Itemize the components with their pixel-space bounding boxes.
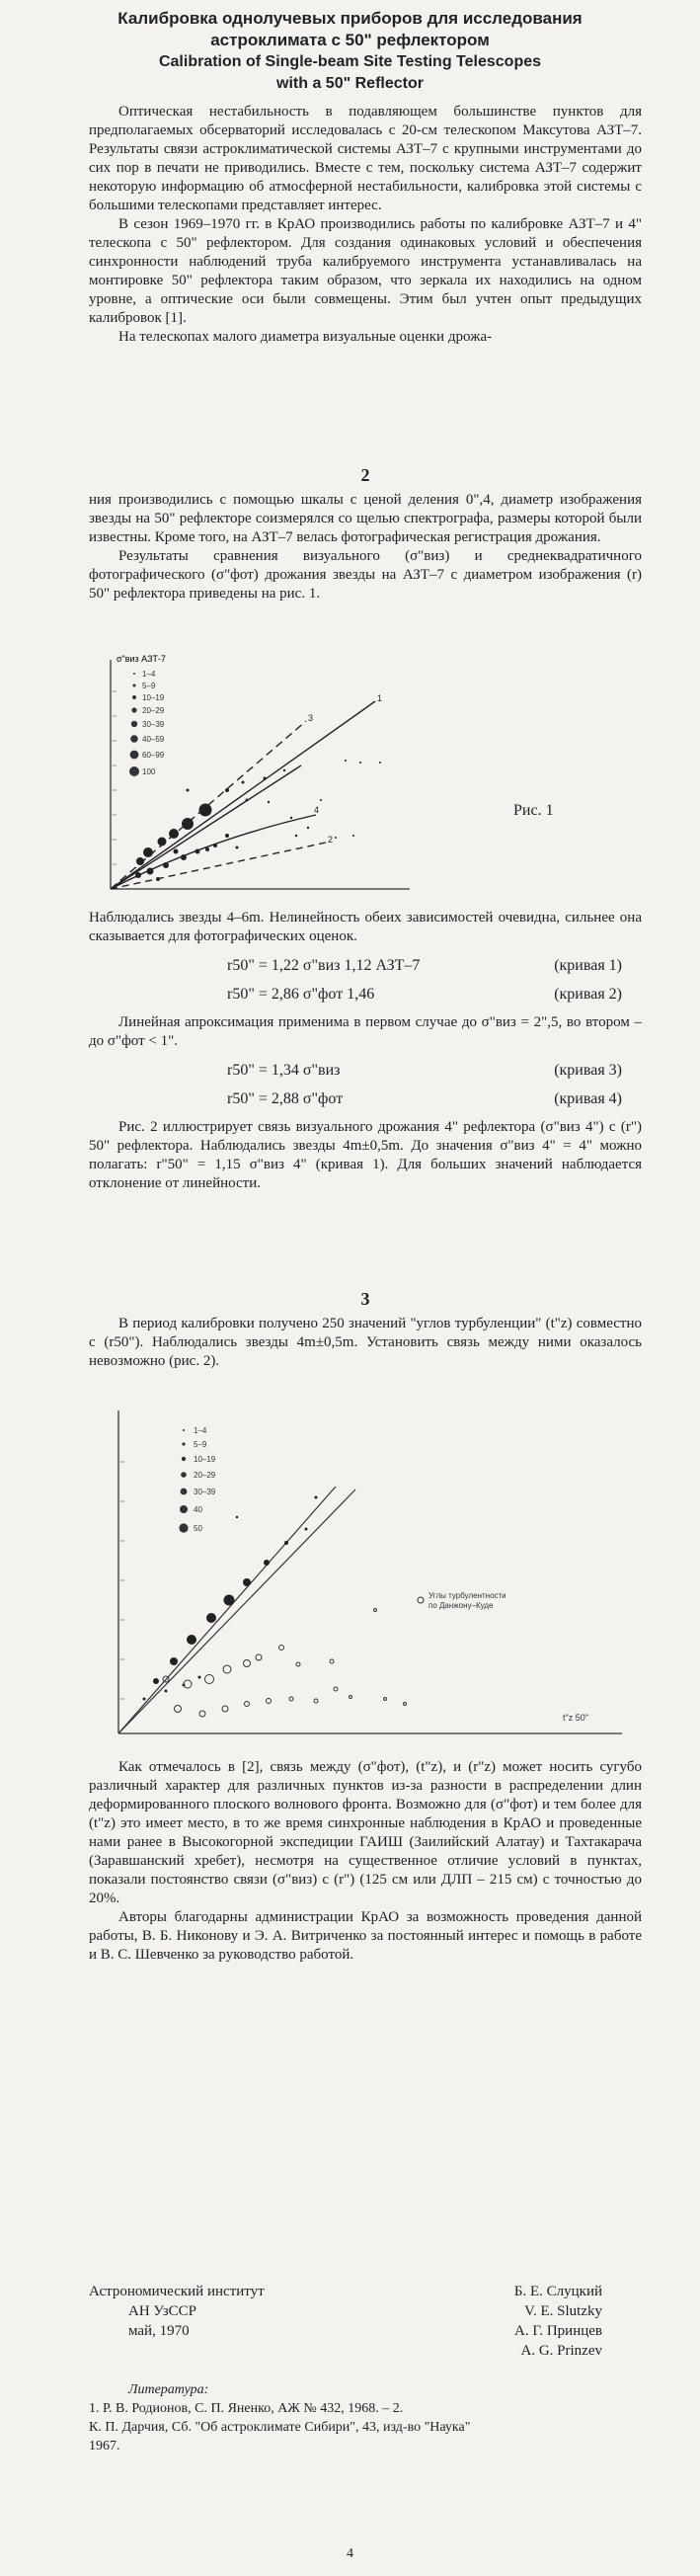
- formula-3: [227, 1061, 642, 1080]
- title-ru-line2: астроклимата с 50" рефлектором: [210, 31, 490, 49]
- fig1-curve-label: 3: [308, 713, 314, 723]
- fig2-legend-label: 10–19: [194, 1455, 216, 1464]
- figure-1: [89, 642, 415, 899]
- fig1-legend-label: 1–4: [142, 670, 156, 679]
- fig2-legend-label: 30–39: [194, 1488, 216, 1496]
- formula-4: [227, 1089, 642, 1108]
- author-en: V. E. Slutzky: [524, 2303, 602, 2319]
- paragraph: В период калибровки получено 250 значений "углов турбуленции" (t"z) совместно с (r50"). Наблюдались звезды 4m±0,5m. Установить связь между ними оказалось невозможно (рис. 2).: [89, 1316, 642, 1369]
- section-3: [89, 1284, 642, 1371]
- formula-tag: (кривая 3): [554, 1062, 622, 1079]
- fig1-curves: [111, 701, 375, 889]
- references-heading: Литература:: [128, 2382, 209, 2397]
- reference-line: 1967.: [89, 2439, 120, 2454]
- fig2-legend: [179, 1426, 215, 1533]
- fig2-legend-label: 20–29: [194, 1471, 216, 1480]
- fig2-xlabel: t"z 50": [563, 1713, 588, 1723]
- section-2: [89, 460, 642, 604]
- institute-academy: АН УзССР: [128, 2303, 196, 2319]
- fig2-legend-label: 40: [194, 1505, 202, 1514]
- author-ru: А. Г. Принцев: [514, 2323, 602, 2339]
- paragraph: Как отмечалось в [2], связь между (σ"фот), (t"z), и (r"z) может носить сугубо различный характер для различных пунктов из-за разности в распределении длин деформированного плоского волнового фронта. Возможно для (σ"фот) и тем более для (t"z) это имеет место, в то же время синхронные наблюдения в КрАО и проведенные нами ранее в Высокогорной экспедиции ГАИШ (Заилийский Алатау) и Тахтакарача (Заравшанский хребет), несмотря на существенное отличие условий в пунктах, показали постоянство связи (σ"виз) с (r") (125 см или ДЛП – 215 см) с точностью до 20%.: [89, 1759, 642, 1906]
- fig1-ylabel: σ"виз АЗТ-7: [117, 654, 166, 664]
- fig2-legend-label: 50: [194, 1524, 202, 1533]
- section-number: 3: [360, 1289, 370, 1309]
- paragraph: Наблюдались звезды 4–6m. Нелинейность обеих зависимостей очевидна, сильнее она сказывается для фотографических оценок.: [89, 910, 642, 944]
- formula-tag: (кривая 1): [554, 957, 622, 974]
- title-en-line1: Calibration of Single-beam Site Testing Telescopes: [158, 53, 542, 70]
- author-en: A. G. Prinzev: [520, 2343, 602, 2359]
- paragraph: В сезон 1969–1970 гг. в КрАО производились работы по калибровке АЗТ–7 и 4" телескопа с 50" рефлектором. Для создания одинаковых условий и обеспечения синхронности наблюдений труба калибруемого инструмента устанавливалась на монтировке 50" рефлектора таким образом, что зеркала их находились на одном уровне, а оптические оси были совмещены. Этим был учтен опыт предыдущих калибровок [1].: [89, 216, 642, 326]
- paragraph: Линейная апроксимация применима в первом случае до σ"виз = 2",5, во втором – до σ"фот < 1".: [89, 1014, 642, 1049]
- fig2-note-marker: [418, 1597, 424, 1603]
- fig1-curve-label: 1: [377, 693, 383, 703]
- author-ru: Б. Е. Слуцкий: [513, 2284, 602, 2299]
- title-en-line2: with a 50" Reflector: [276, 75, 424, 92]
- formula-1: [227, 956, 642, 975]
- page-number: 4: [347, 2546, 353, 2561]
- fig2-open-points: [163, 1609, 407, 1718]
- section-3-continued: [89, 1758, 642, 1965]
- fig1-legend: [129, 670, 165, 776]
- fig1-legend-label: 40–59: [142, 735, 165, 744]
- paper-title: [0, 8, 700, 95]
- fig2-legend-label: 5–9: [194, 1440, 207, 1449]
- fig1-legend-label: 10–19: [142, 693, 165, 702]
- fig1-curve-labels: [308, 693, 382, 845]
- date: май, 1970: [128, 2323, 190, 2339]
- fig2-note-line1: Углы турбулентности: [428, 1591, 506, 1600]
- fig1-points: [135, 760, 381, 881]
- fig2-legend-label: 1–4: [194, 1426, 207, 1435]
- references: [89, 2380, 642, 2455]
- title-ru-line1: Калибровка однолучевых приборов для исследования: [117, 9, 583, 28]
- formula-expression: r50" = 2,88 σ"фот: [227, 1090, 344, 1107]
- section-number: 2: [360, 465, 370, 485]
- formula-expression: r50" = 1,34 σ"виз: [227, 1062, 341, 1079]
- formula-tag: (кривая 4): [554, 1090, 622, 1107]
- fig1-caption: Рис. 1: [513, 802, 554, 819]
- fig1-legend-label: 30–39: [142, 720, 165, 729]
- fig1-curve-label: 4: [314, 805, 320, 815]
- fig2-points: [143, 1496, 318, 1701]
- fig1-curve-1b: [111, 765, 301, 889]
- formula-expression: r50" = 2,86 σ"фот 1,46: [227, 986, 375, 1003]
- section-2-continued: [89, 909, 642, 1193]
- section-1: [89, 103, 642, 347]
- paragraph: Результаты сравнения визуального (σ"виз) и среднеквадратичного фотографического (σ"фот) дрожания звезды на АЗТ–7 с диаметром изображения (r) 50" рефлектора приведены на рис. 1.: [89, 548, 642, 602]
- fig1-legend-label: 20–29: [142, 706, 165, 715]
- paragraph: Рис. 2 иллюстрирует связь визуального дрожания 4" рефлектора (σ"виз 4") с (r") 50" рефлектора. Наблюдались звезды 4m±0,5m. До значения σ"виз 4" = 4" можно полагать: r"50" = 1,15 σ"виз 4" (кривая 1). Для больших значений наблюдается отклонение от линейности.: [89, 1119, 642, 1191]
- paragraph: ния производились с помощью шкалы с ценой деления 0",4, диаметр изображения звезды на 50" рефлекторе соизмерялся со щелью спектрографа, размеры которой были известны. Кроме того, на АЗТ–7 велась фотографическая регистрация дрожания.: [89, 492, 642, 545]
- paragraph: Оптическая нестабильность в подавляющем большинстве пунктов для предполагаемых обсерваторий исследовалась с 20-см телескопом Максутова АЗТ–7. Результаты связи астроклиматической системы АЗТ–7 с крупными инструментами до сих пор в печати не приводились. Вместе с тем, поскольку система АЗТ–7 содержит некоторую информацию об атмосферной нестабильности, калибровка этой системы с большими телескопами представляет интерес.: [89, 104, 642, 213]
- reference-line: 1. Р. В. Родионов, С. П. Яненко, АЖ № 432, 1968. – 2.: [89, 2401, 404, 2416]
- fig1-legend-label: 60–99: [142, 751, 165, 760]
- fig2-fit-lines: [118, 1487, 355, 1733]
- formula-2: [227, 985, 642, 1004]
- fig1-legend-label: 100: [142, 767, 156, 776]
- paragraph: На телескопах малого диаметра визуальные оценки дрожа-: [118, 329, 493, 345]
- formula-expression: r50" = 1,22 σ"виз 1,12 АЗТ–7: [227, 957, 421, 974]
- fig2-note-line2: по Данжону–Куде: [428, 1601, 494, 1610]
- affiliation-block: [89, 2282, 642, 2361]
- reference-line: К. П. Дарчия, Сб. "Об астроклимате Сибири", 43, изд-во "Наука": [89, 2420, 471, 2435]
- formula-tag: (кривая 2): [554, 986, 622, 1003]
- fig1-legend-label: 5–9: [142, 682, 156, 690]
- figure-2: [89, 1403, 642, 1748]
- institute-name: Астрономический институт: [89, 2284, 265, 2299]
- fig1-curve-label: 2: [328, 835, 334, 845]
- paragraph: Авторы благодарны администрации КрАО за возможность проведения данной работы, В. Б. Никонову и Э. А. Витриченко за постоянный интерес и помощь в работе и В. С. Шевченко за руководство работой.: [89, 1909, 642, 1963]
